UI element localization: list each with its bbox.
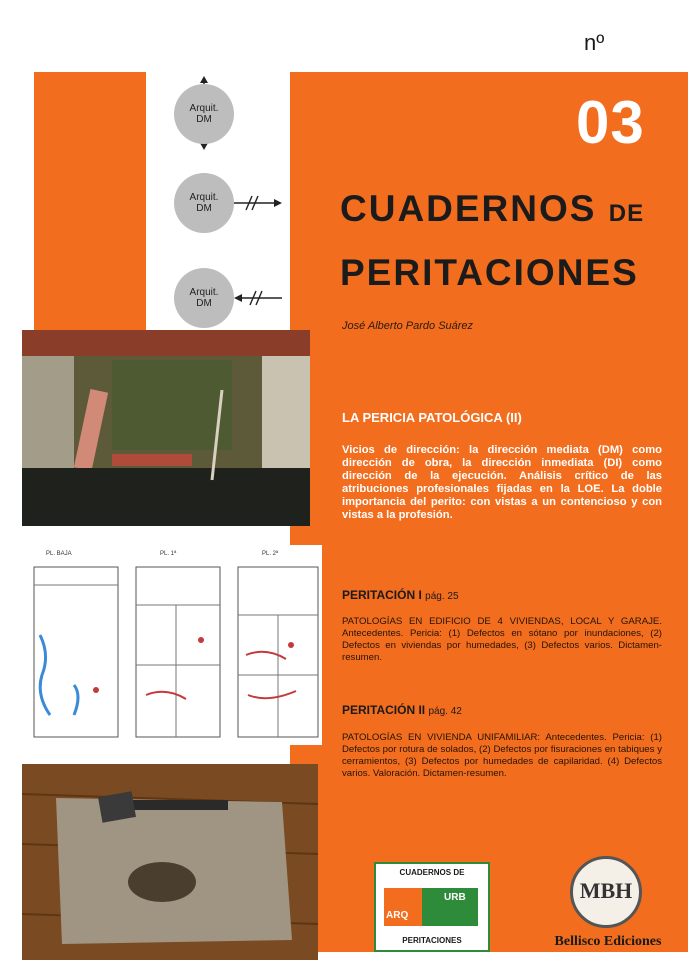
peritacion-1-heading xyxy=(342,588,459,602)
plan-label-2: PL. 1ª xyxy=(160,551,177,557)
publisher-monogram: MBH xyxy=(579,878,633,903)
circle-label: Arquit. DM xyxy=(189,287,219,309)
plan-label-3: PL. 2ª xyxy=(262,551,279,557)
peritacion-1-body: PATOLOGÍAS EN EDIFICIO DE 4 VIVIENDAS, LOCAL Y GARAJE. Antecedentes. Pericia: (1) Defectos en sótano por inundaciones, (2) Defectos en viviendas por humedades, (3) Defectos varios. Dictamen-resumen. xyxy=(342,616,662,663)
publisher-name: Bellisco Ediciones xyxy=(554,934,662,949)
series-logo-top: CUADERNOS DE xyxy=(399,868,465,877)
circle-label: Arquit. DM xyxy=(189,192,219,214)
circle-arquit-dm-1 xyxy=(174,84,234,144)
peritacion-2-heading xyxy=(342,703,462,717)
peritacion-numeral: I xyxy=(418,588,422,602)
title-line-2: PERITACIONES xyxy=(340,252,639,293)
peritacion-page: pág. 42 xyxy=(428,706,462,717)
photo-broken-floor xyxy=(22,764,318,960)
number-label: nº xyxy=(584,30,605,55)
orange-band-left xyxy=(34,72,146,334)
author: José Alberto Pardo Suárez xyxy=(342,320,474,332)
title-word-cuadernos: CUADERNOS xyxy=(340,188,597,229)
circle-arquit-dm-2 xyxy=(174,173,234,233)
series-logo-bottom: PERITACIONES xyxy=(402,936,462,945)
floor-plans xyxy=(26,545,322,745)
floor-plans-drawing xyxy=(26,545,322,745)
logo-urb-text: URB xyxy=(444,892,466,903)
peritacion-page: pág. 25 xyxy=(425,591,459,602)
subtitle: LA PERICIA PATOLÓGICA (II) xyxy=(342,410,522,425)
peritacion-label: PERITACIÓN xyxy=(342,703,416,717)
circle-arquit-dm-3 xyxy=(174,268,234,328)
photo-broken-floor-graphic xyxy=(22,764,318,960)
summary-text: Vicios de dirección: la dirección mediata (DM) como dirección de obra, la dirección inmediata (DI) como dirección de la ejecución. Análisis crítico de las atribuciones profesionales fijadas en la LOE. La doble importancia del perito: con vistas a un contencioso y con vistas a la profesión. xyxy=(342,444,662,521)
direction-diagram xyxy=(146,72,290,344)
title-word-de: DE xyxy=(608,200,645,227)
peritacion-label: PERITACIÓN xyxy=(342,588,416,602)
series-logo xyxy=(374,862,490,952)
photo-flooded-basement-graphic xyxy=(22,330,310,526)
publisher-logo xyxy=(548,856,668,956)
peritacion-numeral: II xyxy=(418,703,426,717)
plan-label-1: PL. BAJA xyxy=(46,551,72,557)
issue-number: 03 xyxy=(576,89,645,156)
photo-flooded-basement xyxy=(22,330,310,526)
circle-label: Arquit. DM xyxy=(189,103,219,125)
title-line-1 xyxy=(340,188,644,230)
logo-arq-text: ARQ xyxy=(386,910,409,921)
peritacion-2-body: PATOLOGÍAS EN VIVIENDA UNIFAMILIAR: Antecedentes. Pericia: (1) Defectos por rotura de solados, (2) Defectos por fisuraciones en tabiques y cerramientos, (3) Defectos por humedades de capilaridad. (4) Defectos varios. Valoración. Dictamen-resumen. xyxy=(342,732,662,779)
